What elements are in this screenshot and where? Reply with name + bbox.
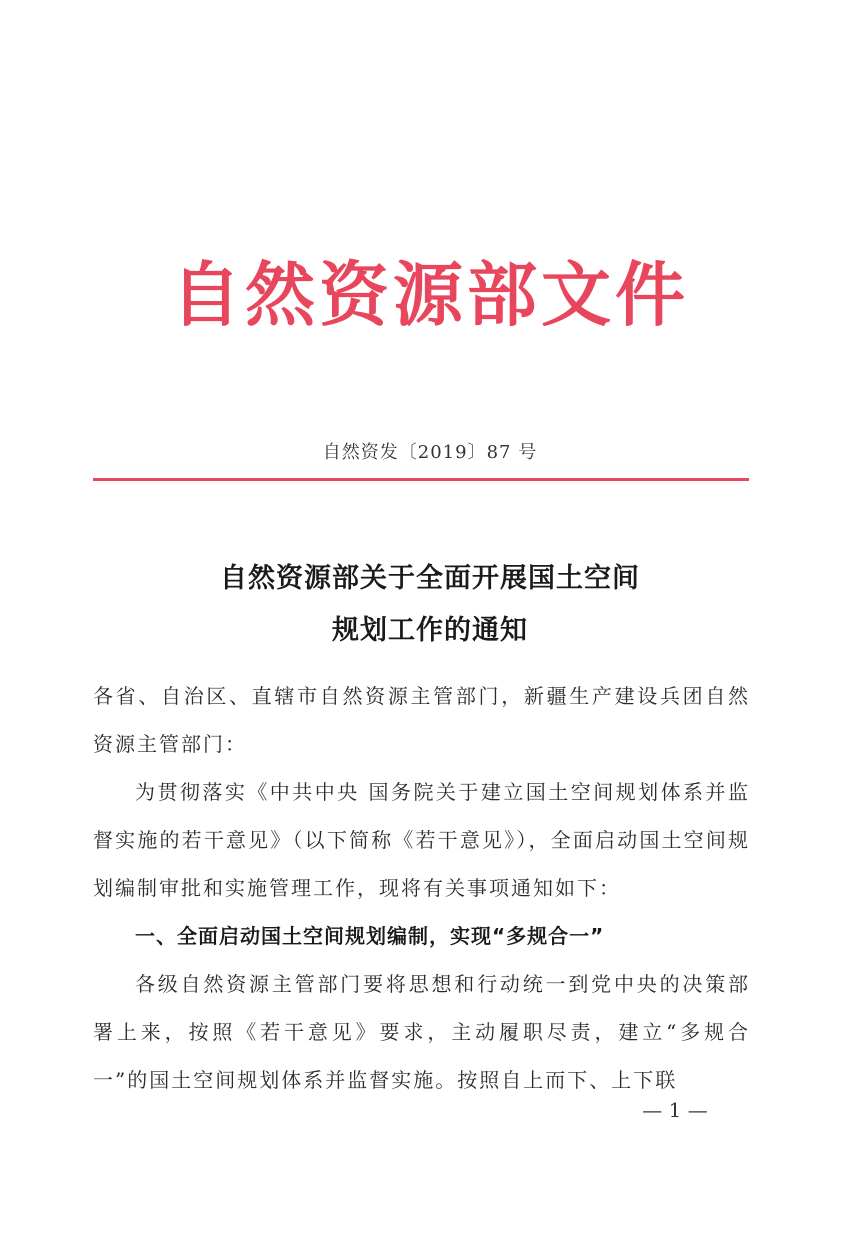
document-body [93, 672, 750, 1104]
page-number: — 1 — [642, 1098, 708, 1122]
salutation: 各省、自治区、直辖市自然资源主管部门，新疆生产建设兵团自然资源主管部门： [93, 684, 750, 756]
document-title-line-2: 规划工作的通知 [332, 615, 528, 646]
document-title-line-1: 自然资源部关于全面开展国土空间 [220, 563, 640, 594]
document-number: 自然资发〔2019〕87 号 [322, 442, 538, 463]
red-separator-line [93, 478, 749, 481]
intro-paragraph: 为贯彻落实《中共中央 国务院关于建立国土空间规划体系并监督实施的若干意见》（以下简称《若干意见》），全面启动国土空间规划编制审批和实施管理工作，现将有关事项通知如下： [93, 780, 750, 900]
section-1-paragraph: 各级自然资源主管部门要将思想和行动统一到党中央的决策部署上来，按照《若干意见》要求，主动履职尽责，建立“多规合一”的国土空间规划体系并监督实施。按照自上而下、上下联 [93, 972, 750, 1092]
section-1-heading: 一、全面启动国土空间规划编制，实现“多规合一” [135, 924, 605, 948]
document-issuer-header: 自然资源部文件 [171, 253, 689, 336]
